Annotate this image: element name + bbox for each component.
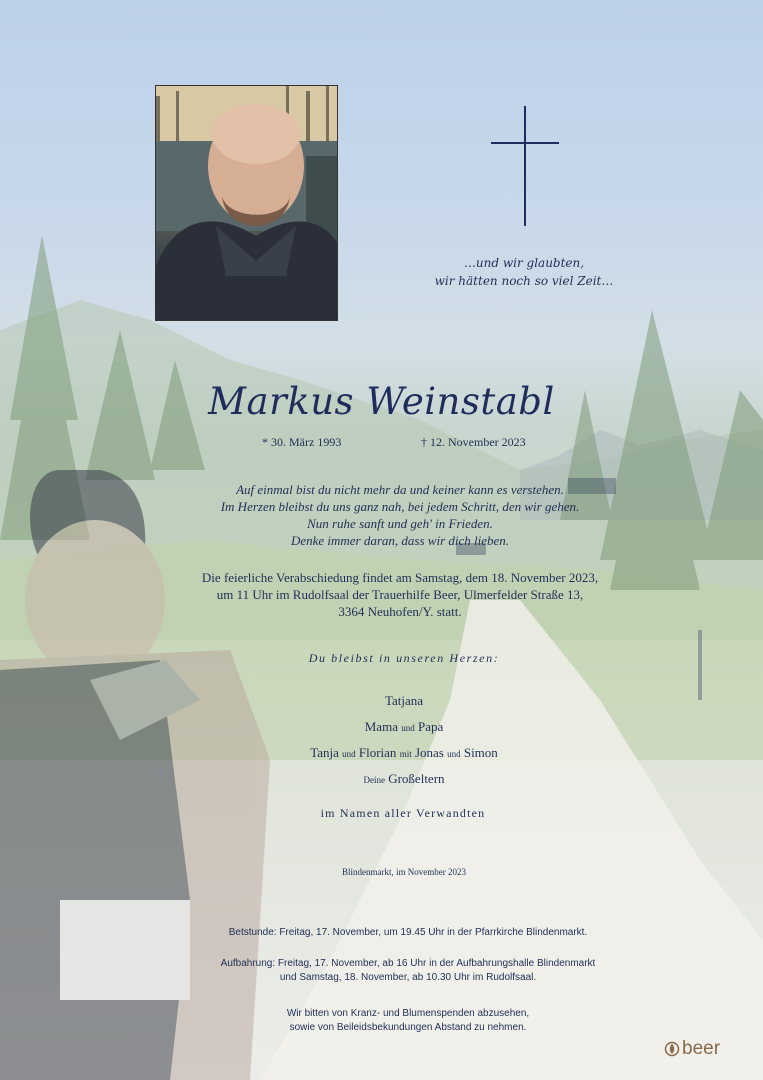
family-connector: und [401,723,415,733]
poem-line: Nun ruhe sanft und geh' in Frieden. [307,516,493,531]
place-date: Blindenmarkt, im November 2023 [342,867,466,877]
family-row [0,740,763,766]
quote-line: …und wir glaubten, [463,256,585,270]
death-date: † 12. November 2023 [421,435,526,449]
detail-line: Betstunde: Freitag, 17. November, um 19.45 Uhr in der Pfarrkirche Blindenmarkt. [228,927,588,938]
quote [404,254,644,290]
family-connector: mit [399,749,412,759]
farewell-announcement [0,569,763,620]
family-connector: und [342,749,356,759]
birth-date: * 30. März 1993 [262,435,342,449]
quote-line: wir hätten noch so viel Zeit… [434,274,614,288]
remain-heading: Du bleibst in unseren Herzen: [308,651,500,665]
detail-line: Wir bitten von Kranz- und Blumenspenden abzusehen, [286,1008,530,1019]
farewell-line: 3364 Neuhofen/Y. statt. [338,604,462,619]
family-name: Tatjana [384,693,424,708]
viewing-info [0,957,763,985]
portrait-photo [155,85,338,321]
detail-line: sowie von Beileidsbekundungen Abstand zu nehmen. [289,1022,527,1033]
family-connector: und [447,749,461,759]
family-row [0,766,763,792]
family-name: Großeltern [388,771,445,786]
family-name: Simon [463,745,498,760]
beer-logo-icon [664,1041,680,1057]
detail-line: und Samstag, 18. November, ab 10.30 Uhr im Rudolfsaal. [279,972,537,983]
logo-text: beer [682,1038,721,1059]
family-row [0,688,763,714]
family-name: Jonas [414,745,444,760]
family-name: Florian [358,745,397,760]
family-connector: Deine [363,775,385,785]
family-list [0,688,763,792]
poem-line: Denke immer daran, dass wir dich lieben. [290,533,510,548]
family-name: Mama [364,719,398,734]
deceased-name: Markus Weinstabl [208,380,555,423]
farewell-line: Die feierliche Verabschiedung findet am Samstag, dem 18. November 2023, [201,570,599,585]
relatives-line: im Namen aller Verwandten [320,806,486,820]
family-name: Tanja [310,745,339,760]
family-row [0,714,763,740]
donation-request [0,1007,763,1035]
farewell-line: um 11 Uhr im Rudolfsaal der Trauerhilfe Beer, Ulmerfelder Straße 13, [216,587,584,602]
beer-logo [664,1038,720,1060]
poem-line: Im Herzen bleibst du uns ganz nah, bei jedem Schritt, den wir gehen. [220,499,580,514]
prayer-info [0,926,763,940]
poem-line: Auf einmal bist du nicht mehr da und keiner kann es verstehen. [236,482,564,497]
poem [0,481,763,549]
family-name: Papa [417,719,444,734]
portrait-illustration [156,86,338,321]
cross-icon [490,106,560,226]
detail-line: Aufbahrung: Freitag, 17. November, ab 16 Uhr in der Aufbahrungshalle Blindenmarkt [220,958,596,969]
